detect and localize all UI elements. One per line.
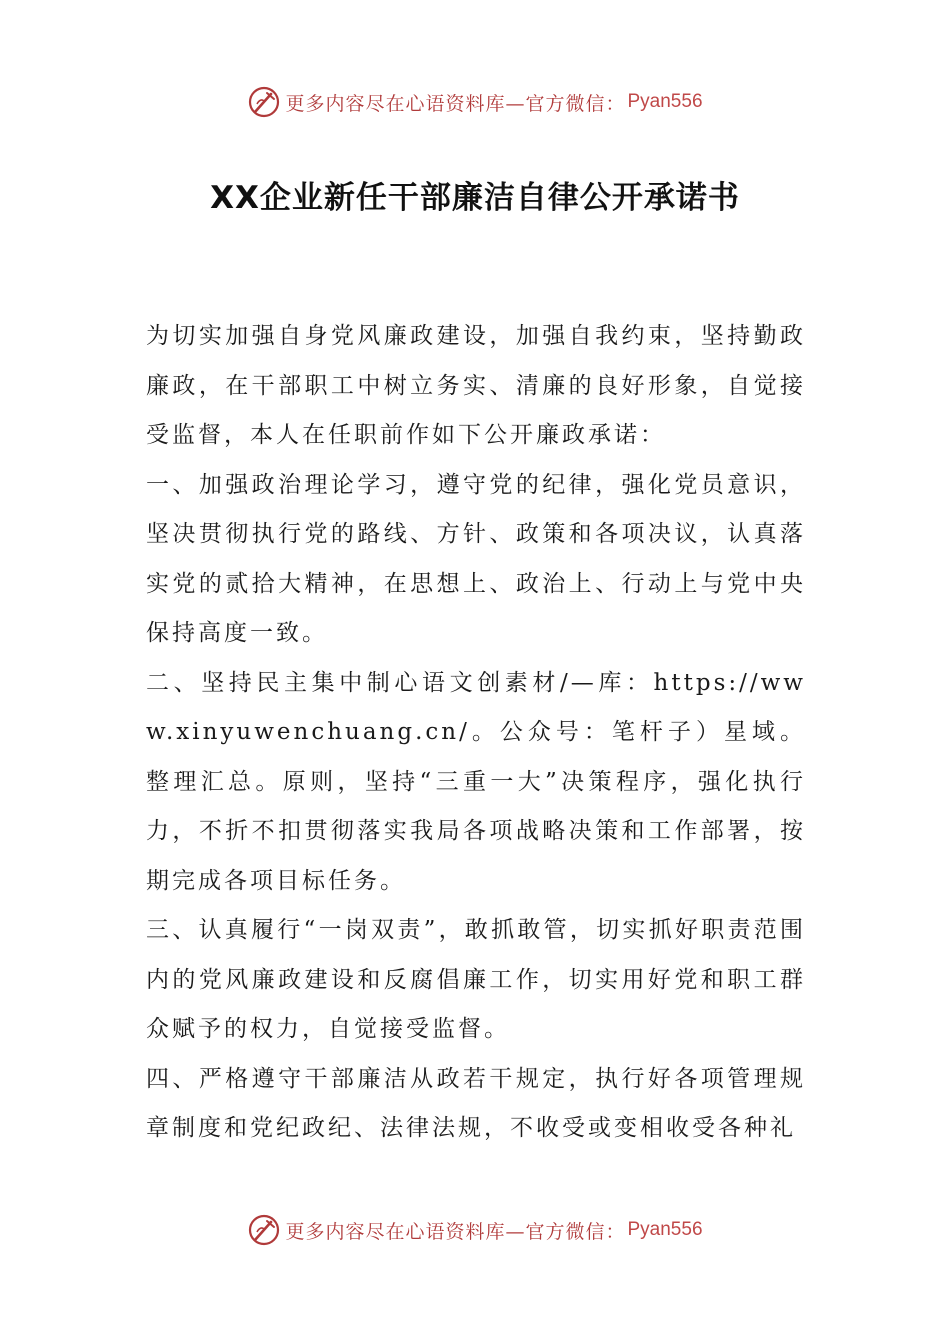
paragraph-item-1: 一、加强政治理论学习，遵守党的纪律，强化党员意识，坚决贯彻执行党的路线、方针、政策和各项决议，认真落实党的贰拾大精神，在思想上、政治上、行动上与党中央保持高度一致。 (146, 471, 806, 646)
header-banner-wechat-id: Pyan556 (627, 91, 703, 112)
footer-banner (0, 1208, 950, 1252)
pen-logo-icon (247, 1213, 281, 1247)
footer-banner-text: 更多内容尽在心语资料库—官方微信： (285, 1220, 626, 1243)
paragraph-item-2: 二、坚持民主集中制心语文创素材/—库：https://www.xinyuwenchuang.cn/。公众号：笔杆子）星域。整理汇总。原则，坚持“三重一大”决策程序，强化执行力，不折不扣贯彻落实我局各项战略决策和工作部署，按期完成各项目标任务。 (146, 669, 806, 894)
document-title: XX企业新任干部廉洁自律公开承诺书 (210, 180, 740, 216)
paragraph-intro: 为切实加强自身党风廉政建设，加强自我约束，坚持勤政廉政，在干部职工中树立务实、清廉的良好形象，自觉接受监督，本人在任职前作如下公开廉政承诺： (146, 323, 806, 448)
document-body (146, 312, 806, 1154)
header-banner (0, 80, 950, 124)
header-banner-text: 更多内容尽在心语资料库—官方微信： (285, 92, 626, 115)
paragraph-item-4: 四、严格遵守干部廉洁从政若干规定，执行好各项管理规章制度和党纪政纪、法律法规，不收受或变相收受各种礼 (146, 1065, 806, 1141)
pen-logo-icon (247, 85, 281, 119)
footer-banner-wechat-id: Pyan556 (627, 1219, 703, 1240)
paragraph-item-3: 三、认真履行“一岗双责”，敢抓敢管，切实抓好职责范围内的党风廉政建设和反腐倡廉工作，切实用好党和职工群众赋予的权力，自觉接受监督。 (146, 917, 806, 1042)
